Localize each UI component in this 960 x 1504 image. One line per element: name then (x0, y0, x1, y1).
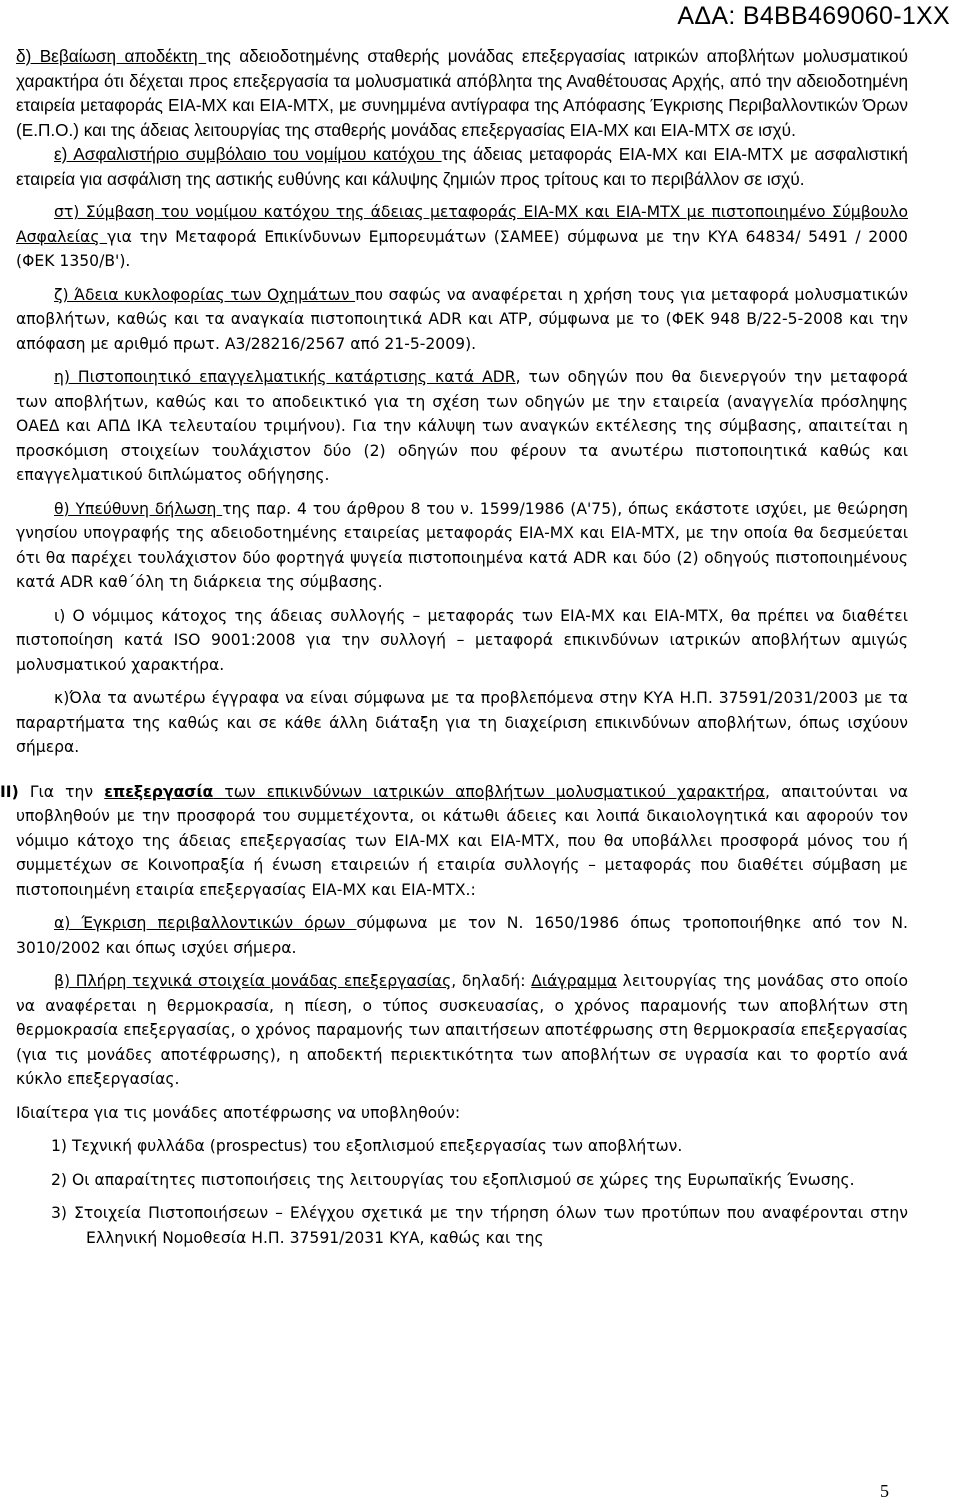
paragraph-h-label: η) Πιστοποιητικό επαγγελματικής κατάρτισης κατά ADR (54, 368, 516, 386)
paragraph-a2 (16, 911, 908, 960)
paragraph-b2 (16, 969, 908, 1092)
paragraph-st-text: για την Μεταφορά Επικίνδυνων Εμπορευμάτων (ΣΑΜΕΕ) σύμφωνα με την ΚΥΑ 64834/ 5491 / 2000 (ΦΕΚ 1350/Β'). (16, 227, 908, 270)
section-ii-text: , απαιτούνται να υποβληθούν με την προσφορά του συμμετέχοντα, οι κάτωθι άδειες και λοιπά δικαιολογητικά και αφορούν τον νόμιμο κάτοχο της άδειας επεξεργασίας των ΕΙΑ-ΜΧ και ΕΙΑ-ΜΤΧ, που θα υποβάλλει προσφορά μόνος του ή συμμετέχων σε Κοινοπραξία ή ένωση εταιρειών ή εταιρία συλλογής – μεταφοράς που διαθέτει σύμβαση με πιστοποιημένη εταιρία επεξεργασίας ΕΙΑ-ΜΧ και ΕΙΑ-ΜΤΧ.: (16, 782, 908, 899)
section-ii-keyword: επεξεργασία (104, 782, 214, 801)
paragraph-th-label: θ) Υπεύθυνη δήλωση (54, 499, 223, 518)
paragraph-e-label: ε) Ασφαλιστήριο συμβόλαιο του νομίμου κατόχου (54, 144, 442, 164)
section-ii (0, 780, 908, 903)
paragraph-h-text: , των οδηγών που θα διενεργούν την μεταφορά των αποβλήτων, καθώς και το αποδεικτικό για τη σχέση των οδηγών με την εταιρεία (αναγγελία πρόσληψης ΟΑΕΔ και ΑΠΔ ΙΚΑ τελευταίου τριμήνου). Για την κάλυψη των αναγκών εκτέλεσης της σύμβασης, απαιτείται η προσκόμιση στοιχείων τουλάχιστον δύο (2) οδηγών που φέρουν τα ανωτέρω πιστοποιητικά καθώς και επαγγελματικού διπλώματος οδήγησης. (16, 368, 908, 484)
paragraph-b2-text: λειτουργίας της μονάδας στο οποίο να αναφέρεται η θερμοκρασία, η πίεση, ο τύπος συσκευασίας, ο χρόνος παραμονής των αποβλήτων στη θερμοκρασία επεξεργασίας, ο χρόνος παραμονής των απαιτήσεων αποτέφρωσης στη θερμοκρασία επεξεργασίας (για τις μονάδες αποτέφρωσης), η αποδεκτή περιεκτικότητα των αποβλήτων σε υγρασία και το φορτίο ανά κύκλο επεξεργασίας. (16, 972, 908, 1088)
paragraph-a2-label: α) Έγκριση περιβαλλοντικών όρων (54, 914, 357, 932)
paragraph-i: ι) Ο νόμιμος κάτοχος της άδειας συλλογής – μεταφοράς των ΕΙΑ-ΜΧ και ΕΙΑ-ΜΤΧ, θα πρέπει να διαθέτει πιστοποίηση κατά ISO 9001:2008 για την συλλογή – μεταφορά επικινδύνων ιατρικών αποβλήτων αμιγώς μολυσματικού χαρακτήρα. (16, 606, 908, 674)
section-ii-pre: Για την (18, 782, 105, 801)
incineration-intro: Ιδιαίτερα για τις μονάδες αποτέφρωσης να υποβληθούν: (16, 1103, 461, 1122)
paragraph-d-text: της αδειοδοτημένης σταθερής μονάδας επεξεργασίας ιατρικών αποβλήτων μολυσματικού χαρακτήρα ότι δέχεται προς επεξεργασία τα μολυσματικά απόβλητα της Αναθέτουσας Αρχής, από την αδειοδοτημένη εταιρεία μεταφοράς ΕΙΑ-ΜΧ και ΕΙΑ-ΜΤΧ, με συνημμένα αντίγραφα της Απόφασης Έγκρισης Περιβαλλοντικών Όρων (Ε.Π.Ο.) και της άδειας λειτουργίας της σταθερής μονάδας επεξεργασίας ΕΙΑ-ΜΧ και ΕΙΑ-ΜΤΧ σε ισχύ. (16, 46, 908, 140)
paragraph-st-label: στ) Σύμβαση του νομίμου κατόχου της άδειας μεταφοράς ΕΙΑ-ΜΧ και ΕΙΑ-ΜΤΧ με πιστοποιημένο Σύμβουλο Ασφαλείας (16, 203, 908, 246)
paragraph-b2-label: β) Πλήρη τεχνικά στοιχεία μονάδας επεξεργασίας (54, 972, 452, 990)
paragraph-th (16, 497, 908, 595)
paragraph-e (16, 142, 908, 191)
paragraph-d (16, 44, 908, 142)
paragraph-e-text: της άδειας μεταφοράς ΕΙΑ-ΜΧ και ΕΙΑ-ΜΤΧ με ασφαλιστική εταιρεία για ασφάλιση της αστικής ευθύνης και κάλυψης ζημιών προς τρίτους και το περιβάλλον σε ισχύ. (16, 144, 908, 189)
paragraph-k: κ)Όλα τα ανωτέρω έγγραφα να είναι σύμφωνα με τα προβλεπόμενα στην ΚΥΑ Η.Π. 37591/2031/2003 με τα παραρτήματα της καθώς και σε κάθε άλλη διάταξη για τη διαχείριση επικινδύνων αποβλήτων, όπως ισχύουν σήμερα. (16, 689, 908, 756)
paragraph-th-text: της παρ. 4 του άρθρου 8 του ν. 1599/1986 (Α'75), όπως εκάστοτε ισχύει, με θεώρηση γνησίου υπογραφής της αδειοδοτημένης εταιρείας μεταφοράς ΕΙΑ-ΜΧ και ΕΙΑ-ΜΤΧ, με την οποία θα δεσμεύεται ότι θα παρέχει τουλάχιστον δύο φορτηγά ψυγεία πιστοποιημένα κατά ADR και δύο (2) οδηγούς πιστοποιημένους κατά ADR καθ΄όλη τη διάρκεια της σύμβασης. (16, 499, 908, 591)
document-body (0, 44, 908, 1250)
list-item-2: 2) Οι απαραίτητες πιστοποιήσεις της λειτουργίας του εξοπλισμού σε χώρες της Ευρωπαϊκής Ένωσης. (51, 1170, 855, 1189)
list-item-3: 3) Στοιχεία Πιστοποιήσεων – Ελέγχου σχετικά με την τήρηση όλων των προτύπων που αναφέρονται στην Ελληνική Νομοθεσία Η.Π. 37591/2031 ΚΥΑ, καθώς και της (51, 1204, 908, 1247)
paragraph-z-label: ζ) Άδεια κυκλοφορίας των Οχημάτων (54, 285, 356, 304)
section-ii-underlined: των επικινδύνων ιατρικών αποβλήτων μολυσματικού χαρακτήρα (213, 782, 766, 801)
paragraph-h (16, 365, 908, 488)
page-number: 5 (880, 1481, 889, 1501)
paragraph-d-label: δ) Βεβαίωση αποδέκτη (16, 46, 207, 66)
list-item-1: 1) Τεχνική φυλλάδα (prospectus) του εξοπλισμού επεξεργασίας των αποβλήτων. (51, 1137, 683, 1155)
paragraph-st (16, 200, 908, 274)
section-ii-numeral: ΙΙ) (0, 782, 19, 801)
ada-header: ΑΔΑ: Β4ΒΒ469060-1ΧΧ (677, 2, 950, 30)
paragraph-z-text: που σαφώς να αναφέρεται η χρήση τους για μεταφορά μολυσματικών αποβλήτων, καθώς και τα αναγκαία πιστοποιητικά ADR και ATP, σύμφωνα με το (ΦΕΚ 948 Β/22-5-2008 και την απόφαση με αριθμό πρωτ. Α3/28216/2567 από 21-5-2009). (16, 285, 908, 353)
paragraph-b2-mid: , δηλαδή: (451, 972, 532, 990)
paragraph-z (16, 283, 908, 357)
paragraph-a2-text: σύμφωνα με τον Ν. 1650/1986 όπως τροποποιήθηκε από τον Ν. 3010/2002 και όπως ισχύει σήμερα. (16, 914, 908, 957)
paragraph-b2-diagram: Διάγραμμα (531, 972, 617, 990)
